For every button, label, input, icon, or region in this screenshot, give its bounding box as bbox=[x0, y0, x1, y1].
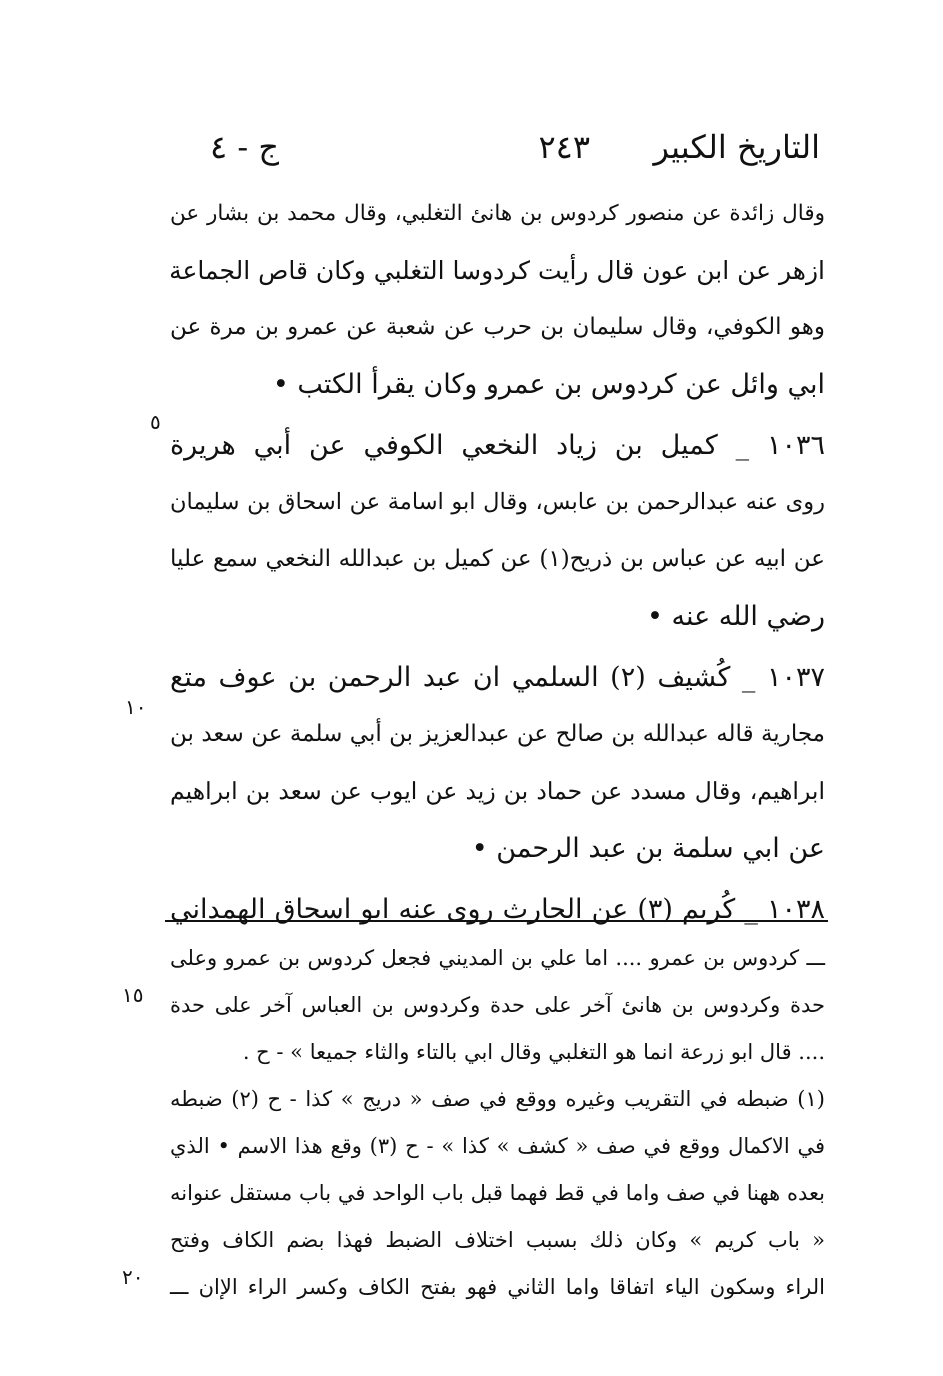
main-text bbox=[170, 185, 825, 938]
text-line: ابي وائل عن كردوس بن عمرو وكان يقرأ الكتب • bbox=[272, 369, 825, 400]
text-line: روى عنه عبدالرحمن بن عابس، وقال ابو اسامة عن اسحاق بن سليمان bbox=[170, 489, 825, 515]
book-title: التاريخ الكبير bbox=[653, 128, 820, 166]
running-header bbox=[210, 128, 820, 174]
footnote-line: حدة وكردوس بن هانئ آخر على حدة وكردوس بن العباس آخر على حدة bbox=[170, 993, 825, 1017]
footnote-line: بعده ههنا في صف واما في قط فهما قبل باب الواحد في باب مستقل عنوانه bbox=[170, 1181, 825, 1205]
footnote-line: ـــ كردوس بن عمرو .... اما علي بن المديني فجعل كردوس بن عمرو وعلى bbox=[170, 946, 825, 970]
line-number-20: ٢٠ bbox=[122, 1265, 144, 1289]
line-number-15: ١٥ bbox=[122, 983, 144, 1007]
footnote-line: .... قال ابو زرعة انما هو التغلبي وقال ابي بالتاء والثاء جميعا » - ح . bbox=[242, 1040, 825, 1064]
volume-label: ج - ٤ bbox=[210, 128, 279, 166]
footnotes bbox=[170, 935, 825, 1311]
entry-heading-1038: ١٠٣٨ _ كُريم (٣) عن الحارث روى عنه ابو اسحاق الهمداني bbox=[170, 894, 825, 925]
footnote-line: (١) ضبطه في التقريب وغيره ووقع في صف « دريج » كذا - ح (٢) ضبطه bbox=[170, 1087, 825, 1111]
page-number: ٢٤٣ bbox=[538, 128, 590, 166]
entry-heading-1036: ١٠٣٦ _ كميل بن زياد النخعي الكوفي عن أبي هريرة bbox=[170, 430, 825, 461]
text-line: مجارية قاله عبدالله بن صالح عن عبدالعزيز بن أبي سلمة عن سعد بن bbox=[170, 721, 825, 747]
footnote-line: « باب كريم » وكان ذلك بسبب اختلاف الضبط فهذا بضم الكاف وفتح bbox=[170, 1228, 825, 1252]
text-line: ازهر عن ابن عون قال رأيت كردوسا التغلبي وكان قاص الجماعة bbox=[169, 256, 825, 285]
line-number-10: ١٠ bbox=[125, 695, 147, 719]
text-line: عن ابي سلمة بن عبد الرحمن • bbox=[471, 833, 825, 864]
entry-heading-1037: ١٠٣٧ _ كُشيف (٢) السلمي ان عبد الرحمن بن عوف متع bbox=[170, 662, 826, 693]
footnote-line: الراء وسكون الياء اتفاقا واما الثاني فهو بفتح الكاف وكسر الراء الإان ـــ bbox=[170, 1275, 825, 1299]
line-number-5: ٥ bbox=[150, 410, 161, 434]
text-line: ابراهيم، وقال مسدد عن حماد بن زيد عن ايوب عن سعد بن ابراهيم bbox=[170, 777, 825, 805]
footnote-divider bbox=[165, 920, 828, 922]
text-line: عن ابيه عن عباس بن ذريح(١) عن كميل بن عبدالله النخعي سمع عليا bbox=[170, 546, 825, 572]
text-line: وقال زائدة عن منصور كردوس بن هانئ التغلبي، وقال محمد بن بشار عن bbox=[170, 201, 825, 226]
text-line: رضي الله عنه • bbox=[646, 601, 825, 632]
footnote-line: في الاكمال ووقع في صف « كشف » كذا » - ح (٣) وقع هذا الاسم • الذي bbox=[170, 1134, 825, 1158]
text-line: وهو الكوفي، وقال سليمان بن حرب عن شعبة عن عمرو بن مرة عن bbox=[170, 314, 825, 340]
